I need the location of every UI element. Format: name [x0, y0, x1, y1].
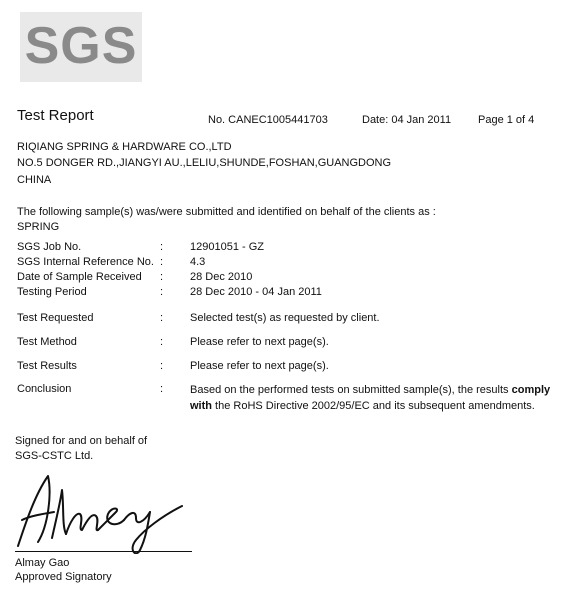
field-label: Testing Period [17, 286, 87, 298]
field-label: SGS Job No. [17, 241, 82, 253]
report-title: Test Report [17, 107, 94, 124]
signed-on-behalf: Signed for and on behalf of [15, 435, 148, 447]
signatory-role: Approved Signatory [15, 571, 112, 583]
field-value: 28 Dec 2010 - 04 Jan 2011 [190, 286, 322, 298]
field-value: Please refer to next page(s). [190, 336, 329, 348]
field-value: Selected test(s) as requested by client. [190, 312, 380, 324]
field-colon: : [160, 360, 164, 372]
field-colon: : [160, 286, 164, 298]
field-label: Test Requested [17, 312, 94, 324]
field-label: Date of Sample Received [17, 271, 142, 283]
field-label: Test Method [17, 336, 77, 348]
conclusion-text-part2: the RoHS Directive 2002/95/EC and its subsequent amendments. [212, 400, 535, 412]
field-label: Test Results [17, 360, 77, 372]
signatory-name: Almay Gao [15, 557, 70, 569]
field-value: 12901051 - GZ [190, 241, 264, 253]
page-indicator: Page 1 of 4 [478, 114, 535, 126]
conclusion-bold-with: with [190, 400, 212, 412]
conclusion-text [190, 382, 558, 414]
field-colon: : [160, 241, 164, 253]
report-date: Date: 04 Jan 2011 [362, 114, 452, 126]
conclusion-colon: : [160, 383, 164, 395]
client-country: CHINA [17, 174, 52, 186]
client-address: NO.5 DONGER RD.,JIANGYI AU.,LELIU,SHUNDE,FOSHAN,GUANGDONG [17, 157, 392, 169]
sgs-logo [20, 12, 142, 82]
signing-company: SGS-CSTC Ltd. [15, 450, 94, 462]
sgs-logo-text: SGS [24, 17, 138, 75]
conclusion-label: Conclusion [17, 383, 72, 395]
handwritten-signature [12, 468, 202, 554]
intro-text: The following sample(s) was/were submitted and identified on behalf of the clients as : [17, 206, 436, 218]
field-colon: : [160, 312, 164, 324]
conclusion-text-part1: Based on the performed tests on submitted sample(s), the results [190, 384, 512, 396]
field-value: 28 Dec 2010 [190, 271, 253, 283]
client-name: RIQIANG SPRING & HARDWARE CO.,LTD [17, 141, 232, 153]
field-colon: : [160, 256, 164, 268]
field-colon: : [160, 336, 164, 348]
signature-line [15, 551, 192, 552]
field-colon: : [160, 271, 164, 283]
report-number: No. CANEC1005441703 [208, 114, 328, 126]
field-label: SGS Internal Reference No. [17, 256, 154, 268]
sample-name: SPRING [17, 221, 60, 233]
field-value: 4.3 [190, 256, 206, 268]
field-value: Please refer to next page(s). [190, 360, 329, 372]
conclusion-bold-comply: comply [511, 384, 551, 396]
